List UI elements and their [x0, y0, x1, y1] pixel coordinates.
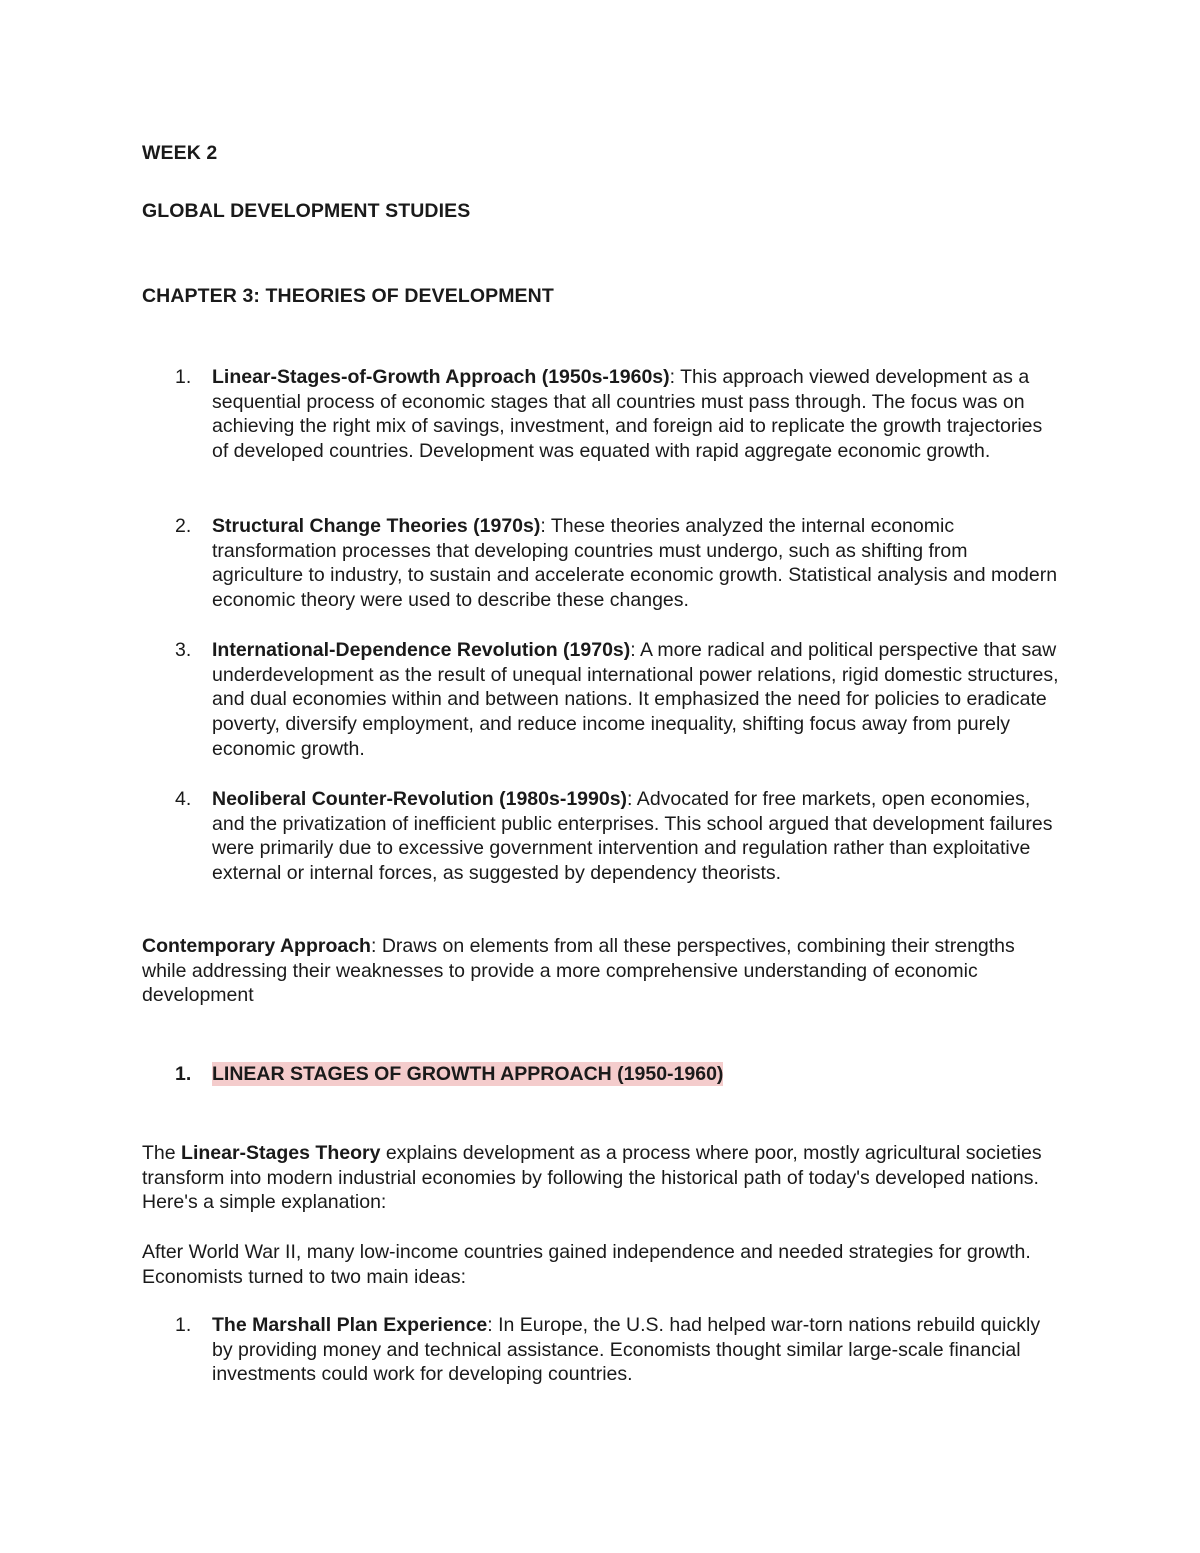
idea-item — [142, 1313, 1057, 1387]
list-number: 4. — [175, 788, 192, 810]
theory-text: : Advocated for free markets, open economies, and the privatization of inefficient public enterprises. This school argued that development failures were primarily due to excessive government intervention and regulation rather than exploitative external or internal forces, as suggested by dependency theorists. — [212, 788, 1053, 885]
theory-title: Structural Change Theories (1970s) — [212, 515, 541, 537]
theory-text: : This approach viewed development as a sequential process of economic stages that all countries must pass through. The focus was on achieving the right mix of savings, investment, and foreign aid to replicate the growth trajectories of developed countries. Development was equated with rapid aggregate economic growth. — [212, 366, 1043, 463]
theory-body — [212, 787, 1062, 886]
intro-text: explains development as a process where poor, mostly agricultural societies transform into modern industrial economies by following the historical path of today's developed nations. Here's a simple explanation: — [142, 1142, 1042, 1214]
theory-item — [142, 787, 1057, 886]
theory-item — [142, 638, 1057, 762]
contemporary-text: : Draws on elements from all these perspectives, combining their strengths while addressing their weaknesses to provide a more comprehensive understanding of economic development — [142, 935, 1015, 1007]
section-title: LINEAR STAGES OF GROWTH APPROACH (1950-1960) — [212, 1063, 724, 1085]
idea-body — [212, 1313, 1062, 1387]
contemporary-title: Contemporary Approach — [142, 935, 371, 957]
theory-body — [212, 514, 1062, 613]
theory-title: International-Dependence Revolution (1970s) — [212, 639, 631, 661]
idea-text: : In Europe, the U.S. had helped war-torn nations rebuild quickly by providing money and technical assistance. Economists thought similar large-scale financial investments could work for developing countries. — [212, 1314, 1041, 1386]
chapter-title: CHAPTER 3: THEORIES OF DEVELOPMENT — [142, 285, 554, 307]
theory-body — [212, 638, 1062, 762]
theory-body — [212, 365, 1062, 464]
contemporary-paragraph — [142, 934, 1057, 1008]
section-heading — [142, 1062, 1057, 1087]
intro-prefix: The — [142, 1142, 182, 1164]
section-heading-body — [212, 1062, 1062, 1087]
theory-text: : These theories analyzed the internal economic transformation processes that developing countries must undergo, such as shifting from agriculture to industry, to sustain and accelerate economic growth. Statistical analysis and modern economic theory were used to describe these changes. — [212, 515, 1058, 612]
course-title: GLOBAL DEVELOPMENT STUDIES — [142, 200, 471, 222]
intro-paragraph — [142, 1141, 1057, 1215]
idea-title: The Marshall Plan Experience — [212, 1314, 488, 1336]
list-number: 1. — [175, 366, 192, 388]
week-heading: WEEK 2 — [142, 142, 218, 164]
theory-title: Neoliberal Counter-Revolution (1980s-1990s) — [212, 788, 628, 810]
theory-item — [142, 365, 1057, 464]
list-number: 2. — [175, 515, 192, 537]
postwar-paragraph: After World War II, many low-income countries gained independence and needed strategies for growth. Economists turned to two main ideas: — [142, 1241, 1031, 1288]
theory-title: Linear-Stages-of-Growth Approach (1950s-1960s) — [212, 366, 670, 388]
intro-term: Linear-Stages Theory — [181, 1142, 381, 1164]
list-number: 1. — [175, 1314, 192, 1336]
list-number: 3. — [175, 639, 192, 661]
theory-text: : A more radical and political perspective that saw underdevelopment as the result of unequal international power relations, rigid domestic structures, and dual economies within and between nations. It emphasized the need for policies to eradicate poverty, diversify employment, and reduce income inequality, shifting focus away from purely economic growth. — [212, 639, 1059, 760]
theory-item — [142, 514, 1057, 613]
section-number: 1. — [175, 1063, 192, 1085]
